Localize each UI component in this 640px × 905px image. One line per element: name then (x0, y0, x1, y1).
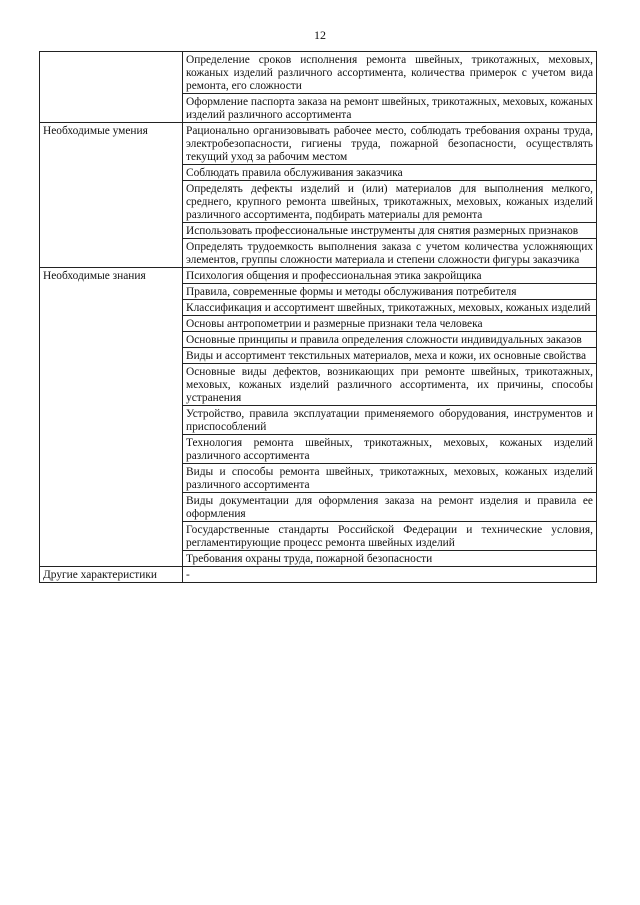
section-label: Необходимые умения (40, 123, 183, 268)
section-item: Классификация и ассортимент швейных, трикотажных, меховых, кожаных изделий (183, 300, 597, 316)
section-item: Основные виды дефектов, возникающих при ремонте швейных, трикотажных, меховых, кожаных изделий различного ассортимента, их причины, способы устранения (183, 364, 597, 406)
section-item: Виды документации для оформления заказа на ремонт изделия и правила ее оформления (183, 493, 597, 522)
section-item: Соблюдать правила обслуживания заказчика (183, 165, 597, 181)
section-item: Технология ремонта швейных, трикотажных, меховых, кожаных изделий различного ассортимента (183, 435, 597, 464)
section-item: Психология общения и профессиональная этика закройщика (183, 268, 597, 284)
section-item: Использовать профессиональные инструменты для снятия размерных признаков (183, 223, 597, 239)
table-row (40, 268, 597, 284)
section-item: Основные принципы и правила определения сложности индивидуальных заказов (183, 332, 597, 348)
section-item: Государственные стандарты Российской Федерации и технические условия, регламентирующие процесс ремонта швейных изделий (183, 522, 597, 551)
section-item: Определять дефекты изделий и (или) материалов для выполнения мелкого, среднего, крупного ремонта швейных, трикотажных, меховых, кожаных изделий различного ассортимента, подбирать материалы для ремонта (183, 181, 597, 223)
table-row (40, 567, 597, 583)
section-item: Виды и ассортимент текстильных материалов, меха и кожи, их основные свойства (183, 348, 597, 364)
section-item: Требования охраны труда, пожарной безопасности (183, 551, 597, 567)
section-label (40, 52, 183, 123)
section-item: Определять трудоемкость выполнения заказа с учетом количества усложняющих элементов, группы сложности материала и степени сложности фигуры заказчика (183, 239, 597, 268)
page-number: 12 (314, 28, 326, 42)
section-item: Правила, современные формы и методы обслуживания потребителя (183, 284, 597, 300)
table-row (40, 52, 597, 94)
section-item: Устройство, правила эксплуатации применяемого оборудования, инструментов и приспособлений (183, 406, 597, 435)
section-item: Основы антропометрии и размерные признаки тела человека (183, 316, 597, 332)
requirements-table-body (40, 52, 597, 583)
section-item: Виды и способы ремонта швейных, трикотажных, меховых, кожаных изделий различного ассортимента (183, 464, 597, 493)
requirements-table (39, 51, 597, 583)
section-item: Оформление паспорта заказа на ремонт швейных, трикотажных, меховых, кожаных изделий различного ассортимента (183, 94, 597, 123)
section-label: Другие характеристики (40, 567, 183, 583)
section-item: - (183, 567, 597, 583)
section-item: Определение сроков исполнения ремонта швейных, трикотажных, меховых, кожаных изделий различного ассортимента, количества примерок с учетом вида ремонта, его сложности (183, 52, 597, 94)
section-label: Необходимые знания (40, 268, 183, 567)
table-row (40, 123, 597, 165)
section-item: Рационально организовывать рабочее место, соблюдать требования охраны труда, электробезопасности, гигиены труда, пожарной безопасности, осуществлять текущий уход за рабочим местом (183, 123, 597, 165)
